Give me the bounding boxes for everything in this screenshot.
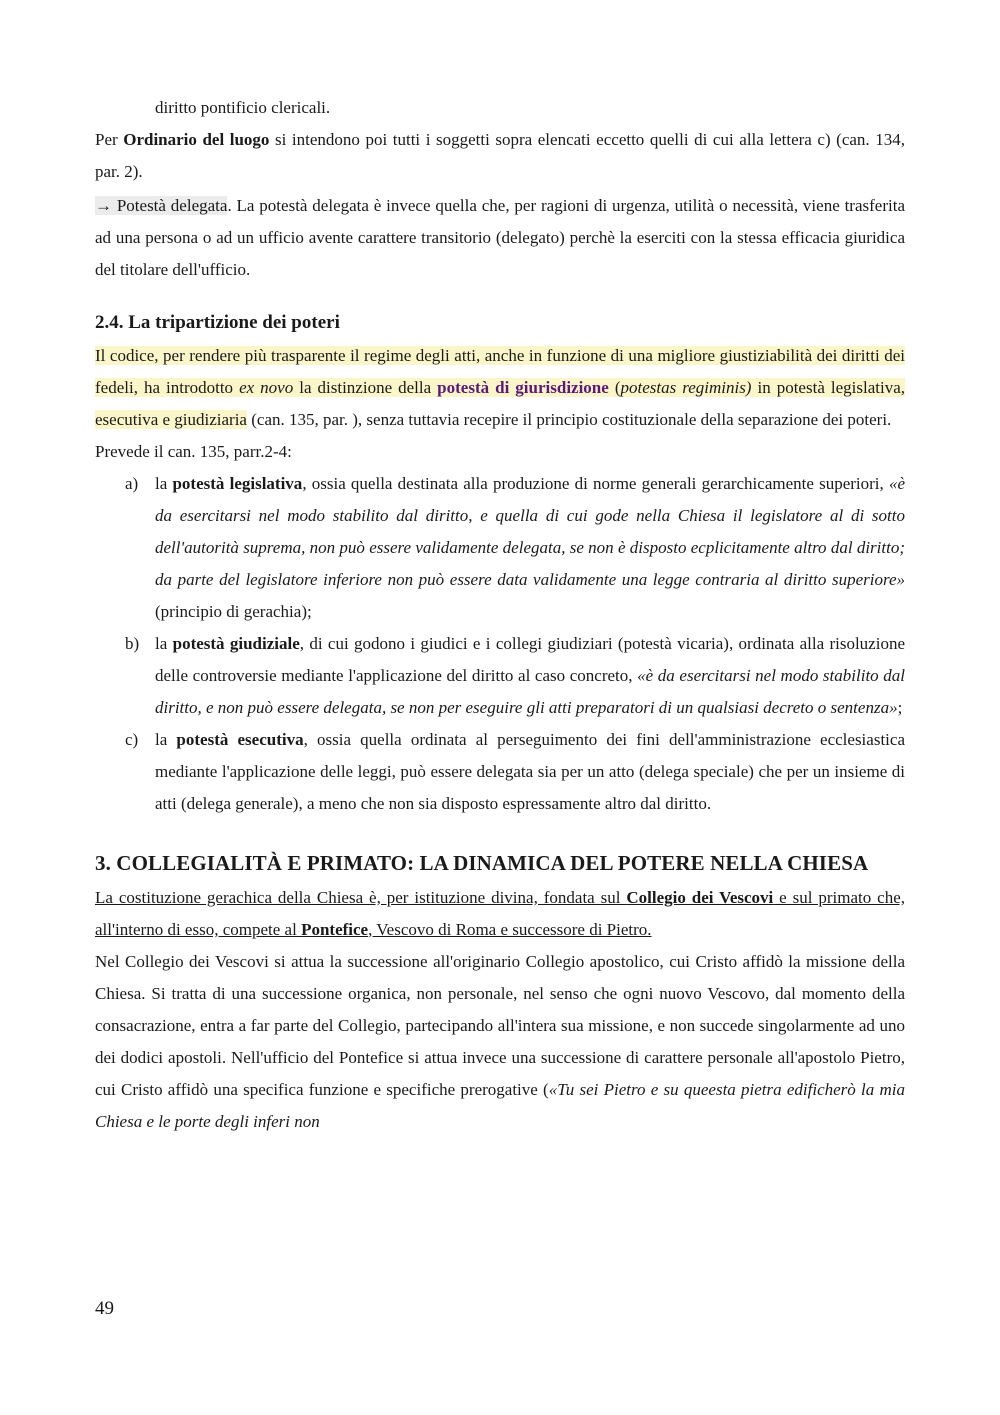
- term-potesta-di-giurisdizione: potestà di giurisdizione: [437, 378, 609, 397]
- powers-list: [95, 468, 905, 820]
- list-marker: a): [125, 474, 139, 493]
- arrow-heading-potesta-delegata: → Potestà delegata: [95, 196, 228, 215]
- quote-tu-sei-pietro: «Tu sei Pietro e su queesta pietra edificherò la mia Chiesa e le porte degli inferi non: [95, 1080, 906, 1131]
- page-body: [95, 92, 905, 1138]
- paragraph-potesta-delegata: → Potestà delegata. La potestà delegata è invece quella che, per ragioni di urgenza, utilità o necessità, viene trasferita ad una persona o ad un ufficio avente carattere transitorio (delegato) perchè la eserciti con la stessa efficacia giuridica del titolare dell'ufficio.: [95, 196, 905, 279]
- list-marker: b): [125, 634, 140, 653]
- paragraph-costituzione-underlined: La costituzione gerachica della Chiesa è, per istituzione divina, fondata sul Collegio dei Vescovi e sul primato che, all'interno di esso, compete al Pontefice, Vescovo di Roma e successore di Pietro.: [95, 888, 905, 939]
- list-marker: c): [125, 730, 139, 749]
- term-collegio-dei-vescovi: Collegio dei Vescovi: [626, 888, 774, 907]
- section-heading-2-4: 2.4. La tripartizione dei poteri: [95, 312, 340, 333]
- paragraph-prevede: Prevede il can. 135, parr.2-4:: [95, 442, 292, 461]
- list-item: a) la potestà legislativa, ossia quella destinata alla produzione di norme generali gerarchicamente superiori, «è da esercitarsi nel modo stabilito dal diritto, e quella di cui gode nella Chiesa il legislatore al di sotto dell'autorità suprema, non può essere validamente delegata, se non è disposto ecplicitamente altro dal diritto; da parte del legislatore inferiore non può essere data validamente una legge contraria al diritto superiore» (principio di gerachia);: [95, 468, 905, 628]
- list-item: c) la potestà esecutiva, ossia quella ordinata al perseguimento dei fini dell'amministrazione ecclesiastica mediante l'applicazione delle leggi, può essere delegata sia per un atto (delega speciale) che per un insieme di atti (delega generale), a meno che non sia disposto espressamente altro dal diritto.: [95, 724, 905, 820]
- paragraph-collegio: Nel Collegio dei Vescovi si attua la successione all'originario Collegio apostolico, cui Cristo affidò la missione della Chiesa. Si tratta di una successione organica, non personale, nel senso che ogni nuovo Vescovo, dal momento della consacrazione, entra a far parte del Collegio, partecipando all'intera sua missione, e non succede singolarmente ad uno dei dodici apostoli. Nell'ufficio del Pontefice si attua invece una successione di carattere personale all'apostolo Pietro, cui Cristo affidò una specifica funzione e specifiche prerogative («Tu sei Pietro e su queesta pietra edificherò la mia Chiesa e le porte degli inferi non: [95, 952, 906, 1131]
- term-pontefice: Pontefice: [301, 920, 369, 939]
- paragraph-tripartizione: Il codice, per rendere più trasparente il regime degli atti, anche in funzione di una migliore giustiziabilità dei diritti dei fedeli, ha introdotto ex novo la distinzione della potestà di giurisdizione (potestas regiminis) in potestà legislativa, esecutiva e giudiziaria (can. 135, par. ), senza tuttavia recepire il principio costituzionale della separazione dei poteri.: [95, 346, 905, 429]
- paragraph-ordinario: Per Ordinario del luogo si intendono poi tutti i soggetti sopra elencati eccetto quelli di cui alla lettera c) (can. 134, par. 2).: [95, 130, 905, 181]
- section-heading-3: 3. COLLEGIALITÀ E PRIMATO: LA DINAMICA DEL POTERE NELLA CHIESA: [95, 851, 869, 875]
- term-ordinario-del-luogo: Ordinario del luogo: [123, 130, 270, 149]
- page-number: 49: [95, 1298, 114, 1319]
- highlighted-text: Il codice, per rendere più trasparente il regime degli atti, anche in funzione di una migliore giustiziabilità dei diritti dei fedeli, ha introdotto: [95, 346, 905, 397]
- paragraph-continuation: diritto pontificio clericali.: [155, 98, 331, 117]
- list-item: b) la potestà giudiziale, di cui godono i giudici e i collegi giudiziari (potestà vicaria), ordinata alla risoluzione delle controversie mediante l'applicazione del diritto al caso concreto, «è da esercitarsi nel modo stabilito dal diritto, e non può essere delegata, se non per eseguire gli atti preparatori di un qualsiasi decreto o sentenza»;: [95, 628, 905, 724]
